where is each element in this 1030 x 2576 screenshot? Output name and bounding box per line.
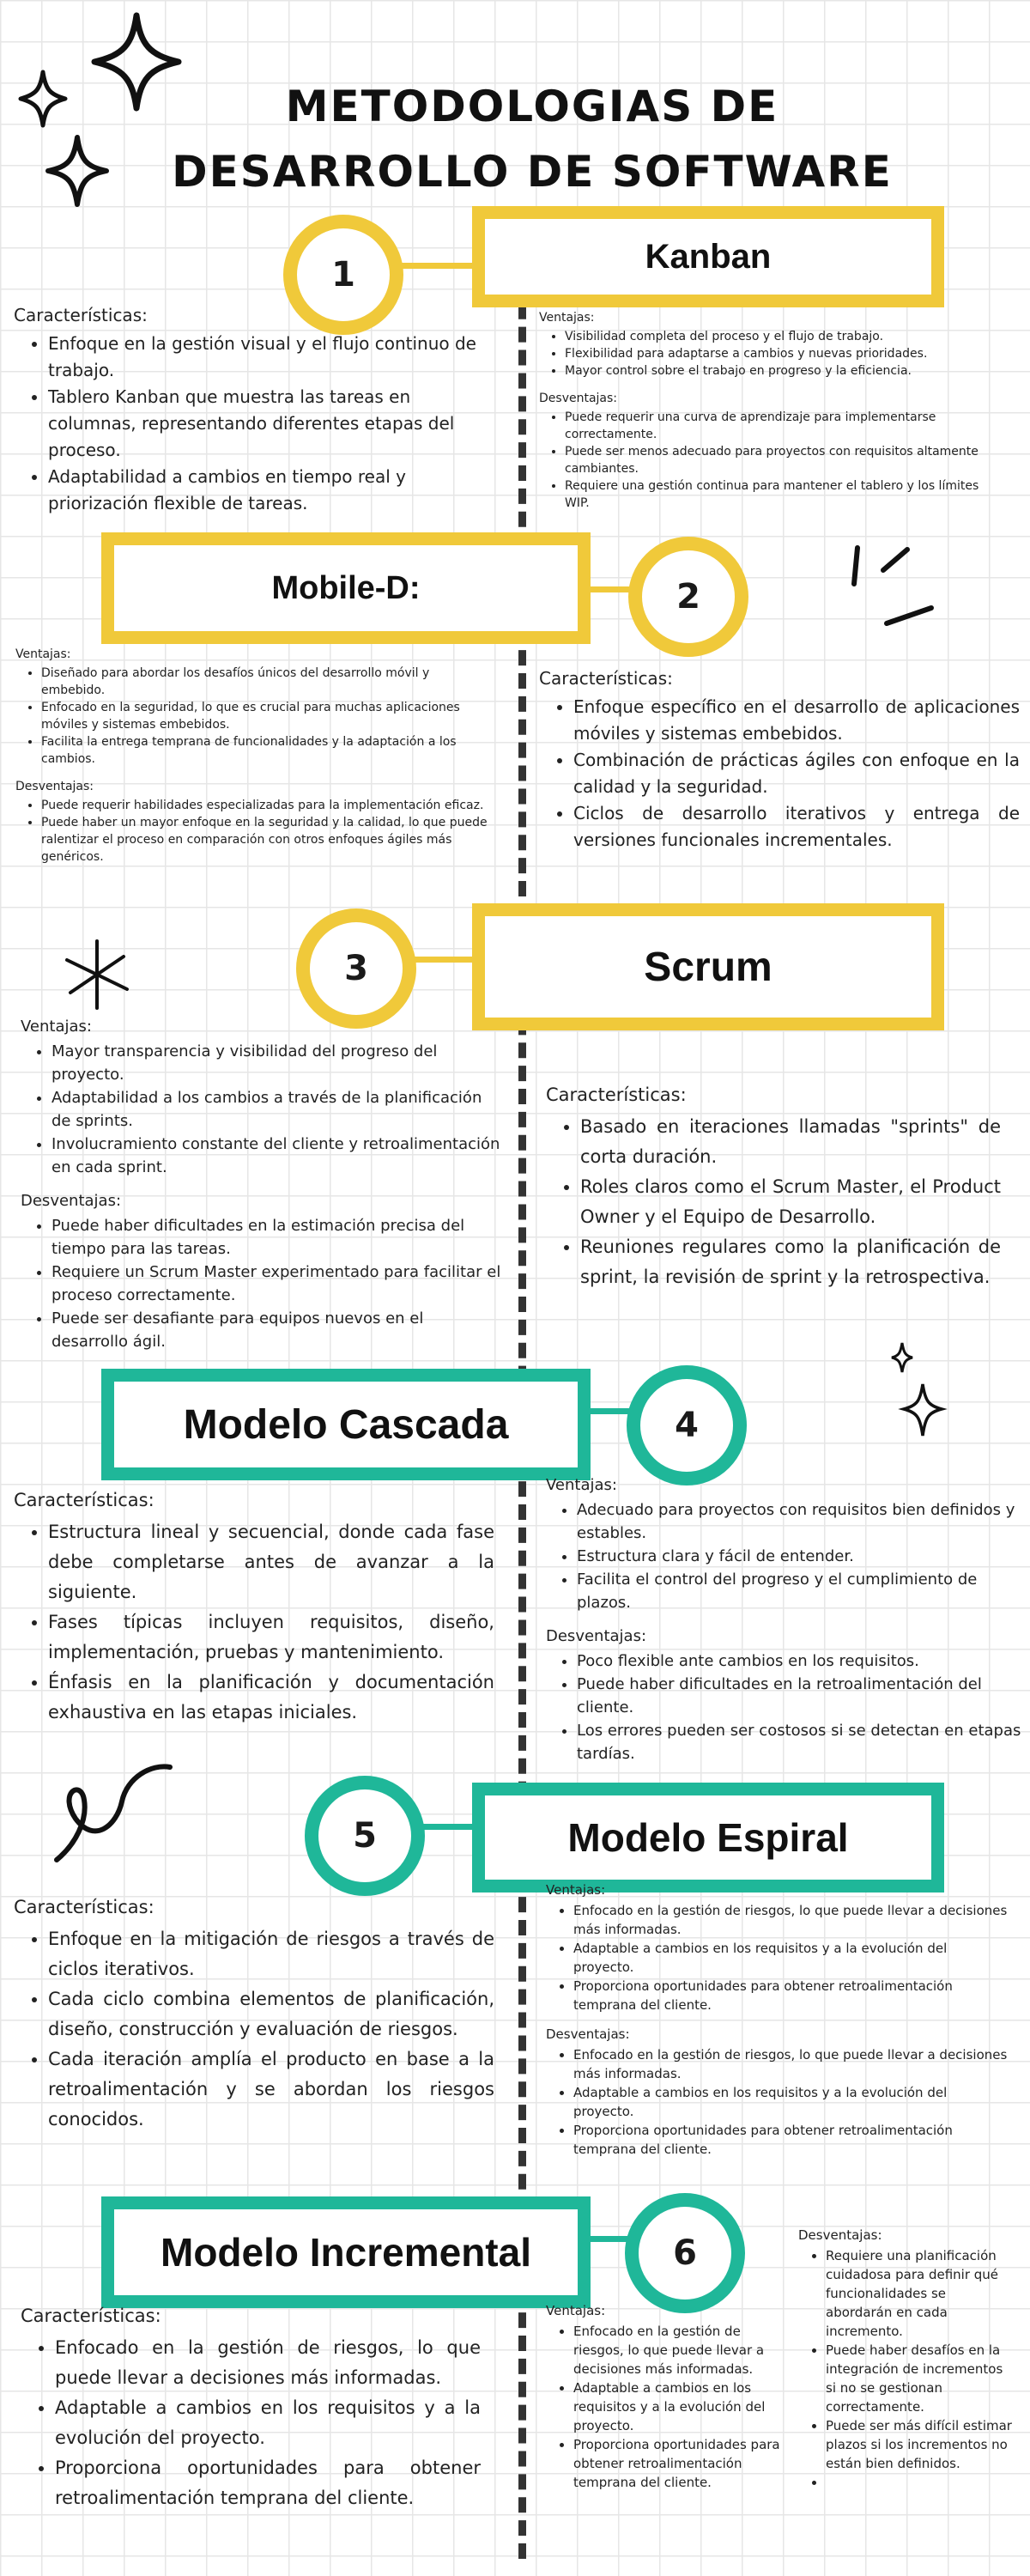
list-item: • Estructura clara y fácil de entender.: [577, 1545, 1027, 1568]
list-item: • Roles claros como el Scrum Master, el Product Owner y el Equipo de Desarrollo.: [580, 1172, 1001, 1232]
method-title-kanban: Kanban: [472, 206, 944, 307]
ventajas-label: Ventajas:: [546, 1882, 606, 1898]
espiral-caracteristicas: [14, 1893, 494, 2145]
caracteristicas-label: Características:: [21, 2306, 161, 2326]
desventajas-label: Desventajas:: [15, 780, 94, 793]
incremental-caracteristicas: [21, 2301, 481, 2524]
list-item: • Enfocado en la gestión de riesgos, lo que puede llevar a decisiones más informadas.: [55, 2333, 481, 2393]
list-item: • Involucramiento constante del cliente y retroalimentación en cada sprint.: [52, 1133, 501, 1179]
list-item: • Proporciona oportunidades para obtener retroalimentación temprana del cliente.: [573, 1977, 1009, 2014]
method-title-scrum: Scrum: [472, 903, 944, 1030]
desventajas-label: Desventajas:: [539, 392, 618, 405]
espiral-ventajas-desventajas: [546, 1880, 1009, 2169]
ventajas-label: Ventajas:: [546, 1476, 617, 1494]
step-number-3: 3: [296, 908, 416, 1029]
list-item: • Puede requerir una curva de aprendizaje para implementarse correctamente.: [565, 409, 985, 443]
desventajas-label: Desventajas:: [546, 1627, 647, 1645]
incremental-desventajas: [798, 2226, 1013, 2502]
list-item: • Requiere una planificación cuidadosa para definir qué funcionalidades se abordarán en cada incremento.: [826, 2246, 1013, 2341]
list-item: • Cada ciclo combina elementos de planificación, diseño, construcción y evaluación de riesgos.: [48, 1984, 494, 2044]
list-item: • Enfocado en la gestión de riesgos, lo que puede llevar a decisiones más informadas.: [573, 2322, 786, 2379]
mobile-d-ventajas-desventajas: [15, 646, 496, 876]
list-item: • Requiere una gestión continua para mantener el tablero y los límites WIP.: [565, 477, 985, 512]
list-item: • Adaptabilidad a cambios en tiempo real y priorización flexible de tareas.: [48, 464, 477, 517]
list-item: • Adaptable a cambios en los requisitos y a la evolución del proyecto.: [573, 2083, 1009, 2121]
list-item: • Puede haber dificultades en la estimación precisa del tiempo para las tareas.: [52, 1214, 501, 1261]
loop-doodle-icon: [50, 1759, 179, 1870]
list-item: • Puede ser más difícil estimar plazos si los incrementos no están bien definidos.: [826, 2416, 1013, 2473]
list-item: • Cada iteración amplía el producto en base a la retroalimentación y se abordan los riesgos conocidos.: [48, 2044, 494, 2135]
list-item: • Ciclos de desarrollo iterativos y entrega de versiones funcionales incrementales.: [573, 800, 1020, 854]
ventajas-label: Ventajas:: [546, 2303, 606, 2318]
list-item: • Diseñado para abordar los desafíos únicos del desarrollo móvil y embebido.: [41, 665, 496, 699]
list-item: • Poco flexible ante cambios en los requisitos.: [577, 1649, 1027, 1673]
caracteristicas-label: Características:: [14, 305, 148, 325]
list-item: • Basado en iteraciones llamadas "sprints" de corta duración.: [580, 1112, 1001, 1172]
kanban-caracteristicas: [14, 302, 477, 527]
caracteristicas-label: Características:: [546, 1084, 687, 1105]
sparkle-medium-icon: [45, 134, 110, 208]
list-item: • Enfocado en la gestión de riesgos, lo que puede llevar a decisiones más informadas.: [573, 1901, 1009, 1939]
mobile-d-caracteristicas: [539, 665, 1020, 864]
desventajas-label: Desventajas:: [21, 1192, 122, 1210]
scrum-ventajas-desventajas: [21, 1015, 501, 1364]
step-number-1: 1: [283, 215, 403, 335]
list-item: • Proporciona oportunidades para obtener retroalimentación temprana del cliente.: [55, 2453, 481, 2513]
method-title-mobile-d: Mobile-D:: [101, 532, 591, 644]
method-title-modelo-cascada: Modelo Cascada: [101, 1369, 591, 1480]
list-item: • Énfasis en la planificación y documentación exhaustiva en las etapas iniciales.: [48, 1668, 494, 1728]
list-item: • Enfocado en la gestión de riesgos, lo que puede llevar a decisiones más informadas.: [573, 2045, 1009, 2083]
list-item: • Tablero Kanban que muestra las tareas en columnas, representando diferentes etapas del proceso.: [48, 384, 477, 464]
list-item: • Flexibilidad para adaptarse a cambios y nuevas prioridades.: [565, 345, 985, 362]
page-title: METODOLOGIAS DE DESARROLLO DE SOFTWARE: [172, 82, 893, 197]
list-item: • Reuniones regulares como la planificación de sprint, la revisión de sprint y la retrospectiva.: [580, 1232, 1001, 1292]
twinkle-icon: [888, 1340, 948, 1443]
asterisk-doodle-icon: [58, 936, 136, 1013]
caracteristicas-label: Características:: [539, 668, 673, 689]
list-item: • Facilita la entrega temprana de funcionalidades y la adaptación a los cambios.: [41, 733, 496, 768]
list-item: • Adaptable a cambios en los requisitos y a la evolución del proyecto.: [573, 1939, 1009, 1977]
list-item: • Adaptable a cambios en los requisitos y a la evolución del proyecto.: [573, 2379, 786, 2435]
method-title-modelo-espiral: Modelo Espiral: [472, 1783, 944, 1893]
dash-strokes-icon: [845, 541, 940, 627]
list-item: • Los errores pueden ser costosos si se detectan en etapas tardías.: [577, 1719, 1027, 1765]
caracteristicas-label: Características:: [14, 1897, 154, 1917]
list-item: • Puede ser desafiante para equipos nuevos en el desarrollo ágil.: [52, 1307, 501, 1353]
list-item: • Puede haber un mayor enfoque en la seguridad y la calidad, lo que puede ralentizar el proceso en comparación con otros enfoques ágiles más genéricos.: [41, 814, 496, 866]
desventajas-label: Desventajas:: [546, 2026, 630, 2042]
cascada-caracteristicas: [14, 1485, 494, 1738]
connector-1: [391, 263, 485, 269]
list-item: • Requiere un Scrum Master experimentado para facilitar el proceso correctamente.: [52, 1261, 501, 1307]
list-item: • Visibilidad completa del proceso y el flujo de trabajo.: [565, 328, 985, 345]
list-item: • Puede haber desafíos en la integración de incrementos si no se gestionan correctamente.: [826, 2341, 1013, 2416]
list-item: • Estructura lineal y secuencial, donde cada fase debe completarse antes de avanzar a la siguiente.: [48, 1517, 494, 1607]
sparkle-small-icon: [17, 69, 69, 129]
ventajas-label: Ventajas:: [21, 1018, 92, 1036]
list-item: • Mayor transparencia y visibilidad del progreso del proyecto.: [52, 1040, 501, 1086]
list-item: • Combinación de prácticas ágiles con enfoque en la calidad y la seguridad.: [573, 747, 1020, 800]
list-item: • Adecuado para proyectos con requisitos bien definidos y estables.: [577, 1498, 1027, 1545]
list-item: • Enfoque específico en el desarrollo de aplicaciones móviles y sistemas embebidos.: [573, 694, 1020, 747]
list-item: • Mayor control sobre el trabajo en progreso y la eficiencia.: [565, 362, 985, 380]
list-item: • Proporciona oportunidades para obtener retroalimentación temprana del cliente.: [573, 2121, 1009, 2159]
list-item: • Adaptable a cambios en los requisitos y a la evolución del proyecto.: [55, 2393, 481, 2453]
cascada-ventajas-desventajas: [546, 1473, 1027, 1776]
step-number-2: 2: [628, 537, 748, 657]
list-item-empty: [826, 2473, 1013, 2492]
list-item: • Enfoque en la gestión visual y el flujo continuo de trabajo.: [48, 331, 477, 384]
kanban-ventajas-desventajas: [539, 309, 985, 522]
list-item: • Fases típicas incluyen requisitos, diseño, implementación, pruebas y mantenimiento.: [48, 1607, 494, 1668]
list-item: • Puede requerir habilidades especializadas para la implementación eficaz.: [41, 797, 496, 814]
list-item: • Puede ser menos adecuado para proyectos con requisitos altamente cambiantes.: [565, 443, 985, 477]
ventajas-label: Ventajas:: [539, 311, 595, 325]
step-number-6: 6: [625, 2193, 745, 2313]
scrum-caracteristicas: [546, 1080, 1001, 1303]
method-title-modelo-incremental: Modelo Incremental: [101, 2196, 591, 2308]
step-number-5: 5: [305, 1776, 425, 1896]
caracteristicas-label: Características:: [14, 1490, 154, 1510]
desventajas-label: Desventajas:: [798, 2227, 882, 2243]
list-item: • Proporciona oportunidades para obtener retroalimentación temprana del cliente.: [573, 2435, 786, 2492]
list-item: • Enfocado en la seguridad, lo que es crucial para muchas aplicaciones móviles y sistemas embebidos.: [41, 699, 496, 733]
list-item: • Adaptabilidad a los cambios a través de la planificación de sprints.: [52, 1086, 501, 1133]
list-item: • Enfoque en la mitigación de riesgos a través de ciclos iterativos.: [48, 1924, 494, 1984]
incremental-ventajas: [546, 2301, 786, 2502]
list-item: • Facilita el control del progreso y el cumplimiento de plazos.: [577, 1568, 1027, 1614]
step-number-4: 4: [627, 1365, 747, 1485]
list-item: • Puede haber dificultades en la retroalimentación del cliente.: [577, 1673, 1027, 1719]
ventajas-label: Ventajas:: [15, 647, 71, 661]
